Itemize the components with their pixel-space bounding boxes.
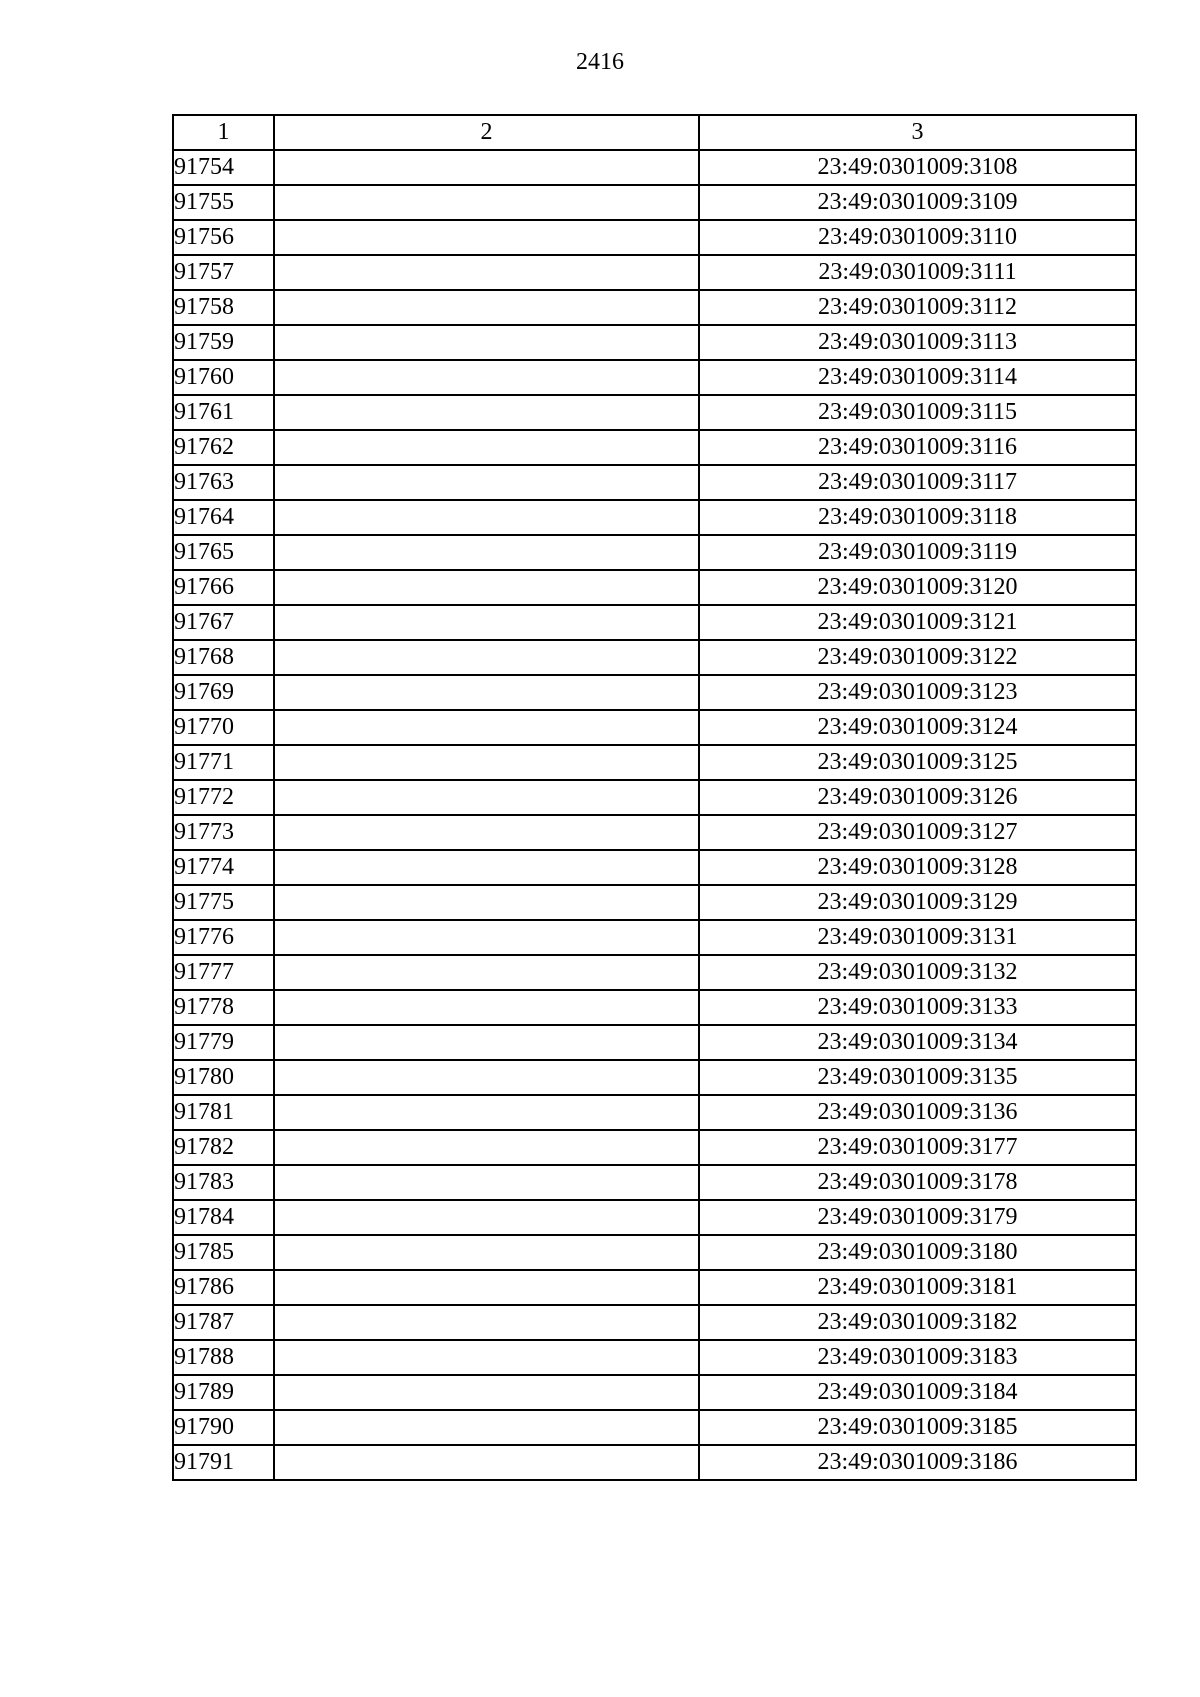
row-number-cell: 91789 [173,1375,274,1410]
row-number-cell: 91785 [173,1235,274,1270]
cadastral-number-cell: 23:49:0301009:3178 [699,1165,1136,1200]
row-number-cell: 91786 [173,1270,274,1305]
description-cell [274,255,699,290]
cadastral-number-cell: 23:49:0301009:3121 [699,605,1136,640]
description-cell [274,290,699,325]
cadastral-number-cell: 23:49:0301009:3114 [699,360,1136,395]
table-row [173,605,1136,640]
description-cell [274,675,699,710]
table-row [173,255,1136,290]
row-number-cell: 91782 [173,1130,274,1165]
cadastral-number-cell: 23:49:0301009:3134 [699,1025,1136,1060]
description-cell [274,185,699,220]
table-row [173,815,1136,850]
cadastral-number-cell: 23:49:0301009:3112 [699,290,1136,325]
cadastral-number-cell: 23:49:0301009:3116 [699,430,1136,465]
description-cell [274,465,699,500]
description-cell [274,395,699,430]
cadastral-number-cell: 23:49:0301009:3110 [699,220,1136,255]
description-cell [274,850,699,885]
row-number-cell: 91778 [173,990,274,1025]
table-row [173,1375,1136,1410]
cadastral-number-cell: 23:49:0301009:3117 [699,465,1136,500]
row-number-cell: 91771 [173,745,274,780]
row-number-cell: 91779 [173,1025,274,1060]
table-header-row [173,115,1136,150]
table-row [173,1270,1136,1305]
table-row [173,1130,1136,1165]
row-number-cell: 91787 [173,1305,274,1340]
column-header-3: 3 [699,115,1136,150]
row-number-cell: 91781 [173,1095,274,1130]
description-cell [274,1410,699,1445]
cadastral-number-cell: 23:49:0301009:3108 [699,150,1136,185]
cadastral-number-cell: 23:49:0301009:3111 [699,255,1136,290]
description-cell [274,1340,699,1375]
column-header-2: 2 [274,115,699,150]
table-row [173,1165,1136,1200]
cadastral-number-cell: 23:49:0301009:3129 [699,885,1136,920]
cadastral-number-cell: 23:49:0301009:3127 [699,815,1136,850]
cadastral-number-cell: 23:49:0301009:3126 [699,780,1136,815]
description-cell [274,1235,699,1270]
row-number-cell: 91767 [173,605,274,640]
table-row [173,325,1136,360]
row-number-cell: 91780 [173,1060,274,1095]
row-number-cell: 91761 [173,395,274,430]
table-row [173,570,1136,605]
description-cell [274,1270,699,1305]
description-cell [274,1305,699,1340]
page-number: 2416 [576,49,624,75]
table-row [173,360,1136,395]
description-cell [274,1025,699,1060]
row-number-cell: 91783 [173,1165,274,1200]
row-number-cell: 91772 [173,780,274,815]
table-row [173,745,1136,780]
table-row [173,535,1136,570]
row-number-cell: 91776 [173,920,274,955]
description-cell [274,150,699,185]
table-row [173,1025,1136,1060]
row-number-cell: 91770 [173,710,274,745]
table-row [173,1200,1136,1235]
table-row [173,185,1136,220]
cadastral-number-cell: 23:49:0301009:3118 [699,500,1136,535]
cadastral-number-cell: 23:49:0301009:3132 [699,955,1136,990]
row-number-cell: 91769 [173,675,274,710]
row-number-cell: 91790 [173,1410,274,1445]
row-number-cell: 91758 [173,290,274,325]
table-row [173,780,1136,815]
description-cell [274,1165,699,1200]
cadastral-number-cell: 23:49:0301009:3179 [699,1200,1136,1235]
cadastral-number-cell: 23:49:0301009:3122 [699,640,1136,675]
description-cell [274,1095,699,1130]
cadastral-number-cell: 23:49:0301009:3135 [699,1060,1136,1095]
description-cell [274,605,699,640]
row-number-cell: 91754 [173,150,274,185]
table-row [173,955,1136,990]
row-number-cell: 91763 [173,465,274,500]
column-header-1: 1 [173,115,274,150]
cadastral-number-cell: 23:49:0301009:3113 [699,325,1136,360]
cadastral-number-cell: 23:49:0301009:3184 [699,1375,1136,1410]
table-row [173,990,1136,1025]
table-row [173,1305,1136,1340]
description-cell [274,220,699,255]
table-row [173,1340,1136,1375]
cadastral-number-cell: 23:49:0301009:3115 [699,395,1136,430]
row-number-cell: 91757 [173,255,274,290]
table-row [173,1410,1136,1445]
table-row [173,1095,1136,1130]
description-cell [274,500,699,535]
table-row [173,710,1136,745]
row-number-cell: 91775 [173,885,274,920]
cadastral-number-cell: 23:49:0301009:3182 [699,1305,1136,1340]
cadastral-number-cell: 23:49:0301009:3120 [699,570,1136,605]
cadastral-number-cell: 23:49:0301009:3133 [699,990,1136,1025]
row-number-cell: 91774 [173,850,274,885]
description-cell [274,360,699,395]
row-number-cell: 91766 [173,570,274,605]
row-number-cell: 91760 [173,360,274,395]
cadastral-number-cell: 23:49:0301009:3123 [699,675,1136,710]
table-row [173,395,1136,430]
row-number-cell: 91788 [173,1340,274,1375]
description-cell [274,990,699,1025]
row-number-cell: 91773 [173,815,274,850]
table-body [173,150,1136,1480]
row-number-cell: 91759 [173,325,274,360]
cadastral-number-cell: 23:49:0301009:3119 [699,535,1136,570]
row-number-cell: 91756 [173,220,274,255]
description-cell [274,1375,699,1410]
description-cell [274,1200,699,1235]
table-row [173,1445,1136,1480]
description-cell [274,570,699,605]
row-number-cell: 91791 [173,1445,274,1480]
table-row [173,1235,1136,1270]
description-cell [274,1130,699,1165]
row-number-cell: 91755 [173,185,274,220]
description-cell [274,535,699,570]
cadastral-number-cell: 23:49:0301009:3181 [699,1270,1136,1305]
cadastral-number-cell: 23:49:0301009:3180 [699,1235,1136,1270]
table-row [173,465,1136,500]
cadastral-number-cell: 23:49:0301009:3136 [699,1095,1136,1130]
description-cell [274,955,699,990]
cadastral-number-cell: 23:49:0301009:3124 [699,710,1136,745]
register-table [172,114,1137,1481]
description-cell [274,885,699,920]
description-cell [274,430,699,465]
table-row [173,850,1136,885]
description-cell [274,640,699,675]
description-cell [274,710,699,745]
cadastral-number-cell: 23:49:0301009:3177 [699,1130,1136,1165]
description-cell [274,920,699,955]
table-row [173,430,1136,465]
cadastral-number-cell: 23:49:0301009:3128 [699,850,1136,885]
description-cell [274,325,699,360]
table-row [173,640,1136,675]
table-row [173,150,1136,185]
row-number-cell: 91764 [173,500,274,535]
table-row [173,500,1136,535]
cadastral-number-cell: 23:49:0301009:3185 [699,1410,1136,1445]
description-cell [274,745,699,780]
row-number-cell: 91768 [173,640,274,675]
cadastral-number-cell: 23:49:0301009:3109 [699,185,1136,220]
table-row [173,885,1136,920]
row-number-cell: 91765 [173,535,274,570]
description-cell [274,815,699,850]
description-cell [274,1060,699,1095]
table-row [173,290,1136,325]
row-number-cell: 91777 [173,955,274,990]
cadastral-number-cell: 23:49:0301009:3186 [699,1445,1136,1480]
cadastral-number-cell: 23:49:0301009:3183 [699,1340,1136,1375]
cadastral-number-cell: 23:49:0301009:3125 [699,745,1136,780]
table-row [173,920,1136,955]
table-row [173,675,1136,710]
cadastral-number-cell: 23:49:0301009:3131 [699,920,1136,955]
table-row [173,1060,1136,1095]
row-number-cell: 91762 [173,430,274,465]
description-cell [274,1445,699,1480]
table-row [173,220,1136,255]
description-cell [274,780,699,815]
row-number-cell: 91784 [173,1200,274,1235]
